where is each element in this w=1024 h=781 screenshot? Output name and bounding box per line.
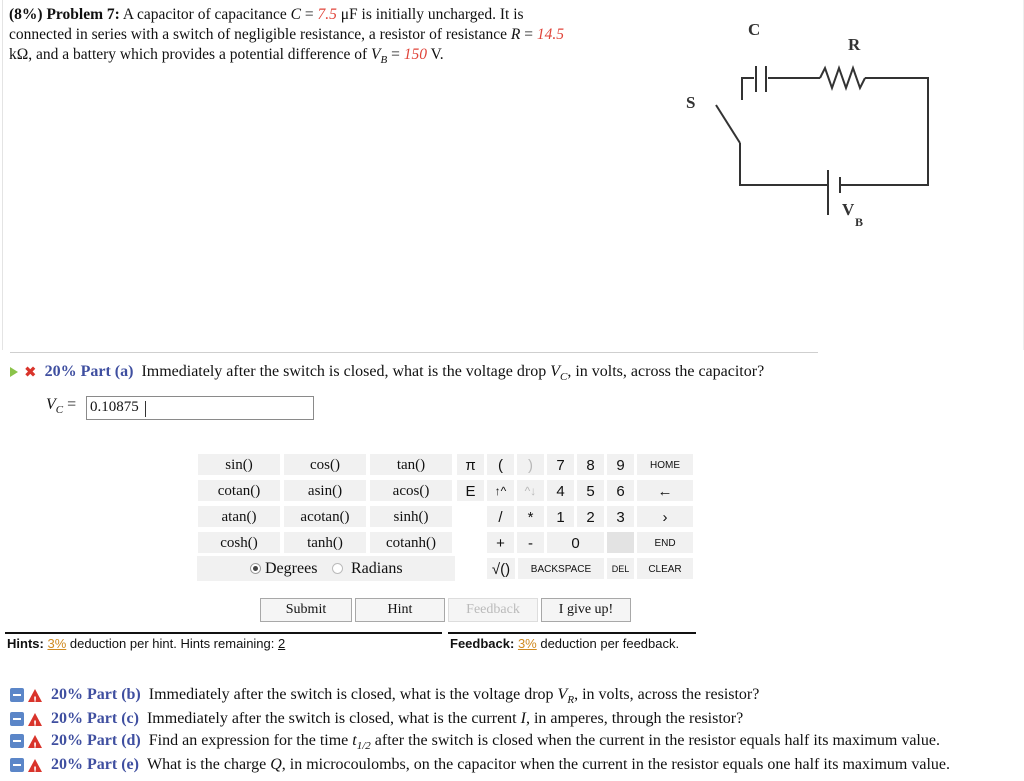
key-5[interactable]: 5: [576, 479, 605, 502]
part-a-question-2: , in volts, across the capacitor?: [567, 363, 765, 380]
blank-key: [456, 531, 485, 554]
part-label: 20% Part (e): [51, 756, 139, 773]
part-question-2: , in amperes, through the resistor?: [525, 710, 744, 727]
battery-subscript: B: [380, 54, 388, 67]
problem-text-3: connected in series with a switch of negligible resistance, a resistor of resistance: [9, 26, 511, 43]
key-6[interactable]: 6: [606, 479, 635, 502]
problem-number: Problem 7:: [46, 6, 120, 23]
part-d-row[interactable]: [10, 731, 940, 756]
key-sin[interactable]: sin(): [197, 453, 281, 476]
label-S: S: [686, 93, 696, 112]
hints-text: deduction per hint. Hints remaining:: [66, 636, 278, 651]
wire-bottom-left: [740, 143, 828, 185]
capacitance-value: 7.5: [317, 6, 337, 23]
key-up-caret[interactable]: ↑^: [486, 479, 515, 502]
degrees-label: Degrees: [265, 560, 318, 577]
eq-sign-1: =: [300, 6, 318, 23]
key-8[interactable]: 8: [576, 453, 605, 476]
feedback-text: deduction per feedback.: [536, 636, 680, 651]
problem-weight: (8%): [9, 6, 43, 23]
key-dot[interactable]: [606, 531, 635, 554]
key-E[interactable]: E: [456, 479, 485, 502]
part-symbol: Q: [270, 756, 282, 773]
radians-label: Radians: [351, 560, 403, 577]
key-acos[interactable]: acos(): [369, 479, 453, 502]
battery-symbol: V: [371, 46, 381, 63]
radians-radio[interactable]: [332, 563, 343, 574]
key-7[interactable]: 7: [546, 453, 575, 476]
key-close-paren[interactable]: ): [516, 453, 545, 476]
label-C: C: [748, 20, 761, 39]
wire-top-left: [742, 78, 754, 100]
part-label: 20% Part (b): [51, 686, 141, 703]
resistance-value: 14.5: [536, 26, 564, 43]
part-question-2: , in microcoulombs, on the capacitor when the current in the resistor equals one half its maximum value.: [281, 756, 951, 773]
key-atan[interactable]: atan(): [197, 505, 281, 528]
key-0[interactable]: 0: [546, 531, 605, 554]
key-tanh[interactable]: tanh(): [283, 531, 367, 554]
key-cotan[interactable]: cotan(): [197, 479, 281, 502]
divider: [448, 632, 696, 634]
key-cotanh[interactable]: cotanh(): [369, 531, 453, 554]
key-cos[interactable]: cos(): [283, 453, 367, 476]
key-backspace[interactable]: BACKSPACE: [517, 557, 605, 580]
key-asin[interactable]: asin(): [283, 479, 367, 502]
part-a-header: [10, 362, 764, 387]
key-left[interactable]: ←: [636, 479, 694, 502]
part-symbol: t: [352, 732, 357, 749]
key-sqrt[interactable]: √(): [486, 557, 516, 580]
resistance-symbol: R: [510, 26, 521, 43]
key-sinh[interactable]: sinh(): [369, 505, 453, 528]
play-icon[interactable]: [10, 367, 18, 377]
hints-info: [7, 636, 285, 651]
key-1[interactable]: 1: [546, 505, 575, 528]
problem-text-5: V.: [426, 46, 444, 63]
hints-remaining: 2: [278, 636, 286, 651]
hints-label: Hints:: [7, 636, 44, 651]
key-plus[interactable]: +: [486, 531, 515, 554]
part-a-symbol: V: [550, 363, 560, 380]
collapse-icon[interactable]: [10, 688, 24, 702]
submit-button[interactable]: Submit: [260, 598, 352, 622]
give-up-button[interactable]: I give up!: [541, 598, 631, 622]
collapse-icon[interactable]: [10, 712, 24, 726]
part-label: 20% Part (c): [51, 710, 139, 727]
battery-value: 150: [403, 46, 427, 63]
warning-icon: [28, 713, 42, 726]
answer-label: [46, 396, 76, 416]
key-del[interactable]: DEL: [606, 557, 635, 580]
switch-arm: [716, 105, 740, 143]
key-3[interactable]: 3: [606, 505, 635, 528]
part-e-row[interactable]: [10, 755, 950, 775]
key-star[interactable]: *: [516, 505, 545, 528]
hint-button[interactable]: Hint: [355, 598, 445, 622]
key-clear[interactable]: CLEAR: [636, 557, 694, 580]
problem-statement: [9, 5, 649, 70]
part-a-label: 20% Part (a): [44, 363, 134, 380]
wire-right: [840, 78, 928, 185]
part-label: 20% Part (d): [51, 732, 141, 749]
part-question-1: Immediately after the switch is closed, what is the current: [146, 710, 521, 727]
answer-symbol: V: [46, 396, 56, 413]
part-question-2: , in volts, across the resistor?: [574, 686, 760, 703]
warning-icon: [28, 759, 42, 772]
eq-sign-2: =: [520, 26, 537, 43]
divider: [5, 632, 442, 634]
divider: [10, 352, 818, 353]
key-4[interactable]: 4: [546, 479, 575, 502]
hints-pct: 3%: [47, 636, 67, 651]
answer-subscript: C: [55, 404, 64, 417]
feedback-label: Feedback:: [450, 636, 515, 651]
angle-mode-row: [197, 556, 455, 581]
eq-sign-3: =: [387, 46, 404, 63]
label-V: V: [842, 200, 855, 219]
part-c-row[interactable]: [10, 709, 743, 729]
text-cursor: [145, 401, 146, 417]
label-R: R: [848, 35, 861, 54]
problem-text-2: μF is initially uncharged. It is: [336, 6, 524, 23]
part-question-1: Find an expression for the time: [148, 732, 353, 749]
key-end[interactable]: END: [636, 531, 694, 554]
part-a-subscript: C: [560, 371, 568, 384]
key-9[interactable]: 9: [606, 453, 635, 476]
part-question-2: after the switch is closed when the current in the resistor equals half its maximum value.: [370, 732, 940, 749]
feedback-info: [450, 636, 679, 651]
key-acotan[interactable]: acotan(): [283, 505, 367, 528]
answer-eq: =: [63, 396, 77, 413]
key-pi[interactable]: π: [456, 453, 485, 476]
capacitance-symbol: C: [290, 6, 301, 23]
collapse-icon[interactable]: [10, 734, 24, 748]
part-b-row[interactable]: [10, 685, 759, 710]
part-subscript: 1/2: [356, 740, 371, 753]
answer-input-value: 0.10875: [90, 399, 139, 415]
part-symbol: I: [520, 710, 526, 727]
warning-icon: [28, 689, 42, 702]
part-subscript: R: [567, 694, 575, 707]
blank-key: [456, 505, 485, 528]
warning-icon: [28, 735, 42, 748]
feedback-pct: 3%: [517, 636, 537, 651]
key-open-paren[interactable]: (: [486, 453, 515, 476]
resistor-zigzag: [820, 68, 865, 88]
key-home[interactable]: HOME: [636, 453, 694, 476]
part-a-question-1: Immediately after the switch is closed, what is the voltage drop: [141, 363, 551, 380]
key-2[interactable]: 2: [576, 505, 605, 528]
degrees-radio[interactable]: [250, 563, 261, 574]
key-right[interactable]: ›: [636, 505, 694, 528]
collapse-icon[interactable]: [10, 758, 24, 772]
circuit-diagram: [660, 10, 960, 240]
incorrect-x-icon: ✖: [24, 363, 37, 382]
feedback-button[interactable]: Feedback: [448, 598, 538, 622]
key-minus[interactable]: -: [516, 531, 545, 554]
problem-text-1: A capacitor of capacitance: [122, 6, 291, 23]
part-symbol: V: [557, 686, 568, 703]
part-question-1: Immediately after the switch is closed, what is the voltage drop: [148, 686, 558, 703]
key-cosh[interactable]: cosh(): [197, 531, 281, 554]
label-V-sub: B: [855, 215, 864, 229]
part-question-1: What is the charge: [146, 756, 271, 773]
key-down-caret[interactable]: ^↓: [516, 479, 545, 502]
key-tan[interactable]: tan(): [369, 453, 453, 476]
problem-text-4: kΩ, and a battery which provides a potential difference of: [9, 46, 372, 63]
key-slash[interactable]: /: [486, 505, 515, 528]
